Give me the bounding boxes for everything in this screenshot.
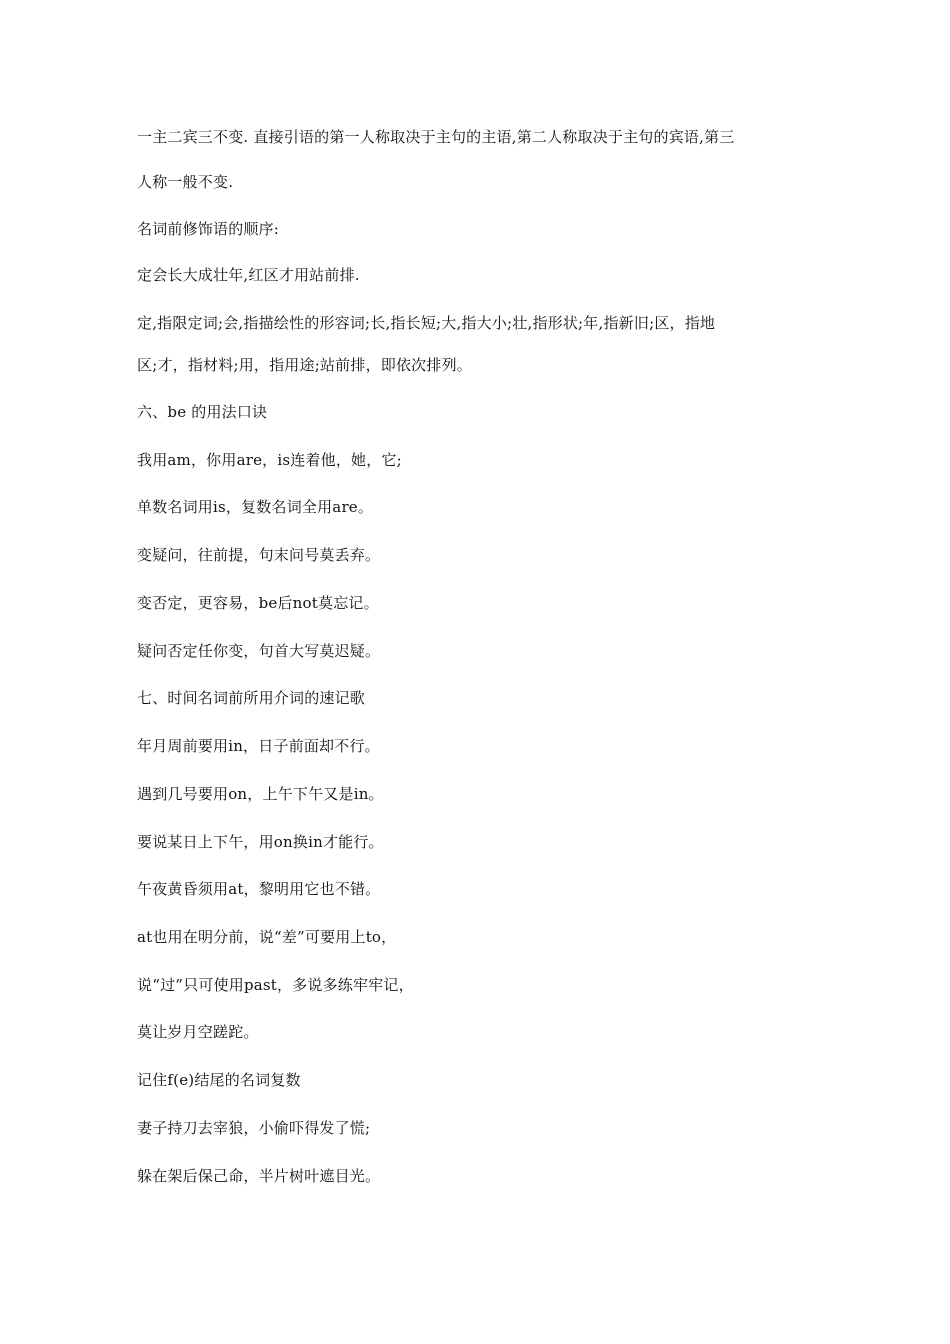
- text-line: 名词前修饰语的顺序:: [137, 220, 280, 238]
- text-line: 区;才，指材料;用，指用途;站前排，即依次排列。: [137, 356, 472, 374]
- text-line: 莫让岁月空蹉跎。: [137, 1023, 259, 1041]
- text-line: 单数名词用is，复数名词全用are。: [137, 498, 374, 516]
- text-line: at也用在明分前，说“差”可要用上to，: [137, 928, 397, 946]
- text-line: 要说某日上下午，用on换in才能行。: [137, 833, 384, 851]
- text-line: 定,指限定词;会,指描绘性的形容词;长,指长短;大,指大小;壮,指形状;年,指新旧;区，指地: [137, 314, 716, 332]
- text-line: 一主二宾三不变. 直接引语的第一人称取决于主句的主语,第二人称取决于主句的宾语,第三: [137, 128, 735, 146]
- text-line: 变疑问，往前提，句末问号莫丢弃。: [137, 546, 381, 564]
- text-line: 年月周前要用in，日子前面却不行。: [137, 737, 380, 755]
- section-heading: 七、时间名词前所用介词的速记歌: [137, 689, 366, 707]
- section-heading: 六、be 的用法口诀: [137, 403, 268, 421]
- section-heading: 记住f(e)结尾的名词复数: [137, 1071, 301, 1089]
- text-line: 说“过”只可使用past，多说多练牢牢记，: [137, 976, 414, 994]
- text-line: 躲在架后保己命，半片树叶遮目光。: [137, 1167, 381, 1185]
- text-line: 午夜黄昏须用at，黎明用它也不错。: [137, 880, 381, 898]
- text-line: 疑问否定任你变，句首大写莫迟疑。: [137, 642, 381, 660]
- text-line: 我用am，你用are，is连着他，她，它;: [137, 451, 402, 469]
- text-line: 遇到几号要用on，上午下午又是in。: [137, 785, 384, 803]
- text-line: 妻子持刀去宰狼，小偷吓得发了慌;: [137, 1119, 371, 1137]
- text-line: 变否定，更容易，be后not莫忘记。: [137, 594, 379, 612]
- text-line: 定会长大成壮年,红区才用站前排.: [137, 266, 360, 284]
- text-line: 人称一般不变.: [137, 173, 234, 191]
